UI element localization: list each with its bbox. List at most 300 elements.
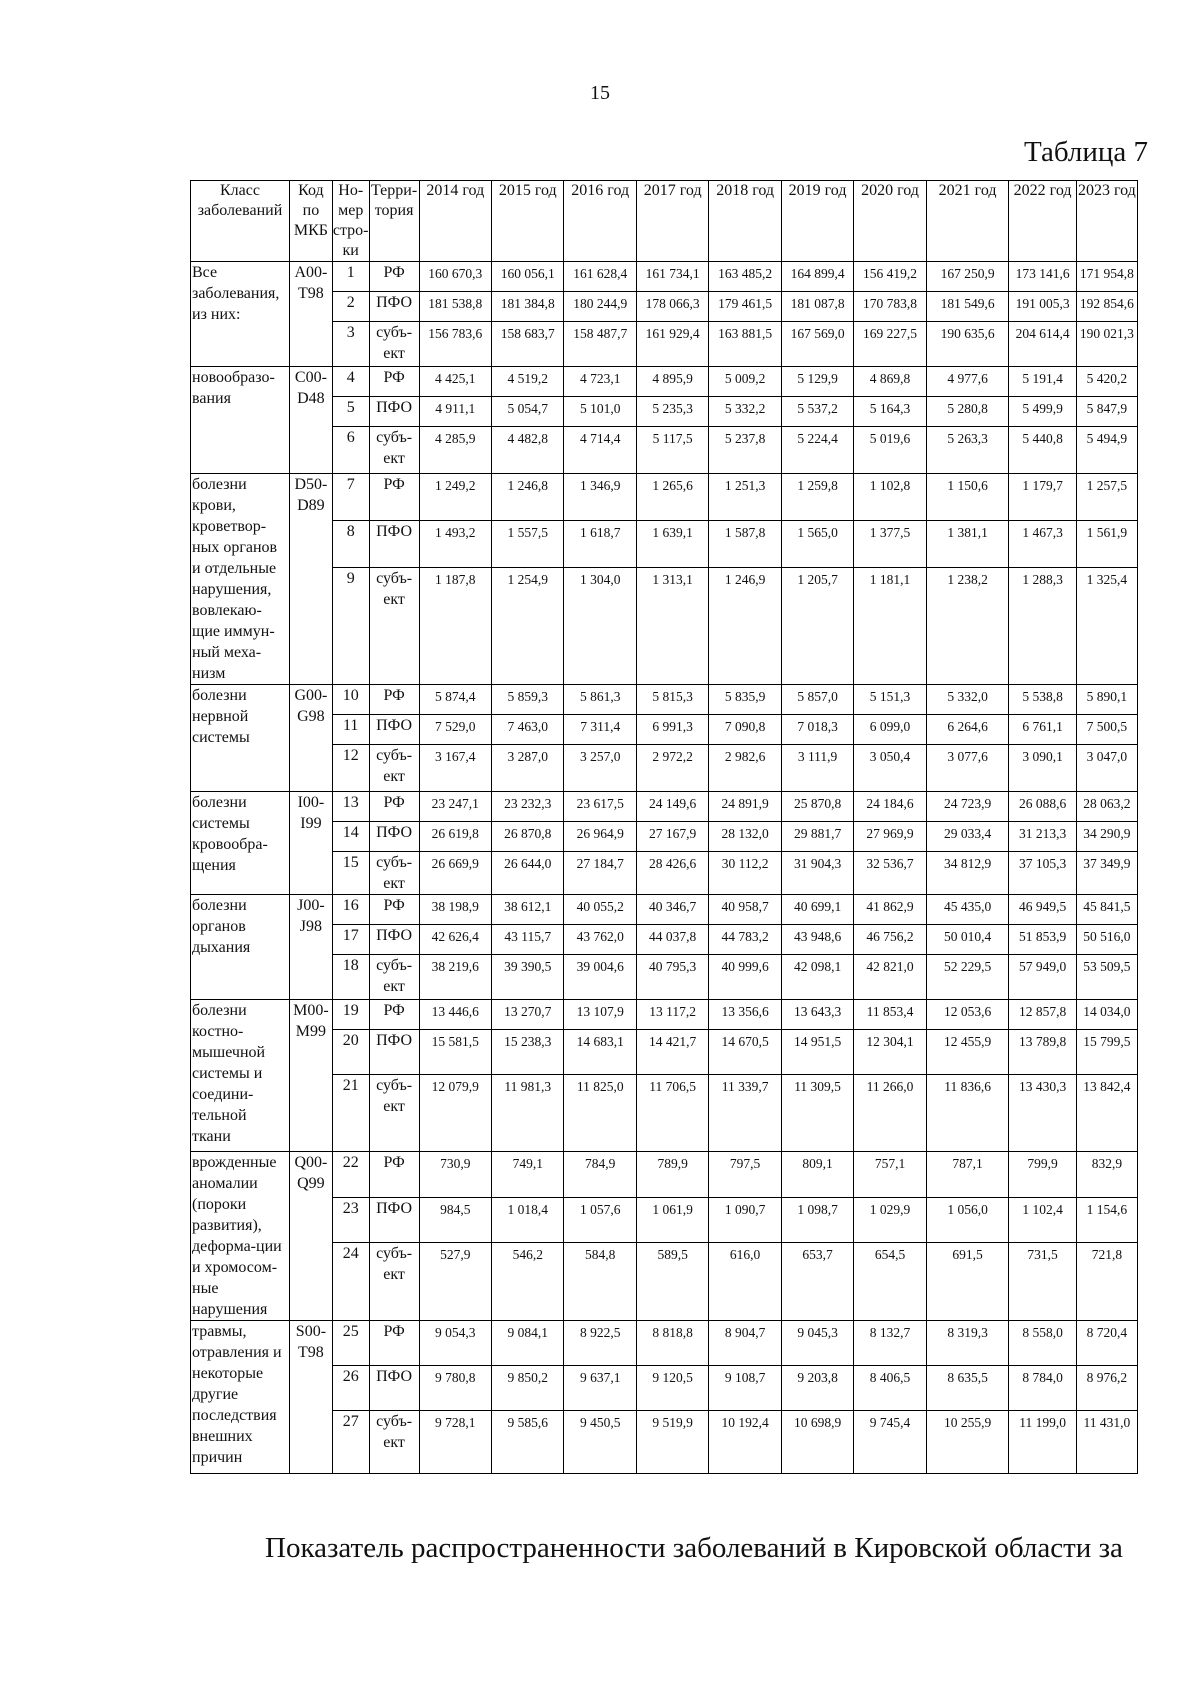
row-number-cell: 5 xyxy=(332,397,369,427)
table-row xyxy=(191,1075,1138,1152)
value-cell: 3 167,4 xyxy=(419,745,491,792)
value-cell: 5 847,9 xyxy=(1076,397,1137,427)
value-cell: 799,9 xyxy=(1009,1152,1076,1198)
value-cell: 24 149,6 xyxy=(636,792,708,822)
value-cell: 8 976,2 xyxy=(1076,1366,1137,1411)
value-cell: 1 090,7 xyxy=(709,1197,781,1243)
row-number-cell: 23 xyxy=(332,1197,369,1243)
value-cell: 40 795,3 xyxy=(636,955,708,1000)
value-cell: 9 728,1 xyxy=(419,1411,491,1474)
disease-class-cell: Все заболевания, из них: xyxy=(191,262,290,367)
value-cell: 8 922,5 xyxy=(564,1321,636,1366)
value-cell: 5 857,0 xyxy=(781,685,853,715)
value-cell: 6 991,3 xyxy=(636,715,708,745)
value-cell: 1 618,7 xyxy=(564,521,636,568)
value-cell: 8 319,3 xyxy=(926,1321,1009,1366)
value-cell: 4 285,9 xyxy=(419,427,491,474)
value-cell: 13 270,7 xyxy=(492,1000,564,1030)
value-cell: 5 859,3 xyxy=(492,685,564,715)
value-cell: 43 762,0 xyxy=(564,925,636,955)
value-cell: 3 047,0 xyxy=(1076,745,1137,792)
footer-text: Показатель распространенности заболеваний в Кировской области за xyxy=(265,1532,1123,1564)
value-cell: 1 257,5 xyxy=(1076,474,1137,521)
value-cell: 984,5 xyxy=(419,1197,491,1243)
value-cell: 15 238,3 xyxy=(492,1030,564,1075)
value-cell: 5 280,8 xyxy=(926,397,1009,427)
value-cell: 4 519,2 xyxy=(492,367,564,397)
value-cell: 26 088,6 xyxy=(1009,792,1076,822)
value-cell: 797,5 xyxy=(709,1152,781,1198)
value-cell: 1 246,9 xyxy=(709,568,781,685)
value-cell: 5 101,0 xyxy=(564,397,636,427)
table-row xyxy=(191,895,1138,925)
value-cell: 26 619,8 xyxy=(419,822,491,852)
table-row xyxy=(191,925,1138,955)
value-cell: 24 891,9 xyxy=(709,792,781,822)
value-cell: 5 440,8 xyxy=(1009,427,1076,474)
value-cell: 11 266,0 xyxy=(854,1075,926,1152)
value-cell: 37 349,9 xyxy=(1076,852,1137,895)
value-cell: 749,1 xyxy=(492,1152,564,1198)
value-cell: 34 812,9 xyxy=(926,852,1009,895)
row-number-cell: 6 xyxy=(332,427,369,474)
value-cell: 5 420,2 xyxy=(1076,367,1137,397)
value-cell: 809,1 xyxy=(781,1152,853,1198)
value-cell: 1 205,7 xyxy=(781,568,853,685)
row-number-cell: 14 xyxy=(332,822,369,852)
row-number-cell: 26 xyxy=(332,1366,369,1411)
icd-code-cell: A00-T98 xyxy=(289,262,332,367)
value-cell: 44 783,2 xyxy=(709,925,781,955)
value-cell: 5 019,6 xyxy=(854,427,926,474)
territory-cell: ПФО xyxy=(369,397,419,427)
table-row xyxy=(191,292,1138,322)
value-cell: 40 958,7 xyxy=(709,895,781,925)
value-cell: 7 463,0 xyxy=(492,715,564,745)
value-cell: 156 419,2 xyxy=(854,262,926,292)
value-cell: 40 346,7 xyxy=(636,895,708,925)
value-cell: 26 644,0 xyxy=(492,852,564,895)
territory-cell: ПФО xyxy=(369,521,419,568)
value-cell: 41 862,9 xyxy=(854,895,926,925)
value-cell: 1 304,0 xyxy=(564,568,636,685)
table-row xyxy=(191,521,1138,568)
header-year: 2021 год xyxy=(926,181,1009,262)
disease-class-cell: болезни костно-мышечной системы и соедини-тельной ткани xyxy=(191,1000,290,1152)
table-row xyxy=(191,262,1138,292)
value-cell: 5 009,2 xyxy=(709,367,781,397)
territory-cell: субъ-ект xyxy=(369,745,419,792)
value-cell: 2 972,2 xyxy=(636,745,708,792)
value-cell: 6 264,6 xyxy=(926,715,1009,745)
value-cell: 9 519,9 xyxy=(636,1411,708,1474)
value-cell: 1 346,9 xyxy=(564,474,636,521)
value-cell: 12 053,6 xyxy=(926,1000,1009,1030)
value-cell: 13 789,8 xyxy=(1009,1030,1076,1075)
value-cell: 42 626,4 xyxy=(419,925,491,955)
value-cell: 9 108,7 xyxy=(709,1366,781,1411)
value-cell: 3 287,0 xyxy=(492,745,564,792)
value-cell: 1 018,4 xyxy=(492,1197,564,1243)
value-cell: 42 098,1 xyxy=(781,955,853,1000)
value-cell: 9 637,1 xyxy=(564,1366,636,1411)
morbidity-table xyxy=(190,180,1138,1474)
row-number-cell: 19 xyxy=(332,1000,369,1030)
value-cell: 787,1 xyxy=(926,1152,1009,1198)
value-cell: 5 237,8 xyxy=(709,427,781,474)
territory-cell: субъ-ект xyxy=(369,852,419,895)
value-cell: 5 054,7 xyxy=(492,397,564,427)
value-cell: 190 635,6 xyxy=(926,322,1009,367)
disease-class-cell: болезни крови, кроветвор-ных органов и отдельные нарушения, вовлекаю-щие иммун-ный меха-низм xyxy=(191,474,290,685)
value-cell: 31 213,3 xyxy=(1009,822,1076,852)
value-cell: 1 288,3 xyxy=(1009,568,1076,685)
header-year: 2022 год xyxy=(1009,181,1076,262)
territory-cell: ПФО xyxy=(369,1366,419,1411)
value-cell: 13 107,9 xyxy=(564,1000,636,1030)
value-cell: 7 311,4 xyxy=(564,715,636,745)
territory-cell: РФ xyxy=(369,367,419,397)
value-cell: 5 815,3 xyxy=(636,685,708,715)
territory-cell: ПФО xyxy=(369,1197,419,1243)
value-cell: 50 010,4 xyxy=(926,925,1009,955)
value-cell: 9 850,2 xyxy=(492,1366,564,1411)
table-row xyxy=(191,427,1138,474)
row-number-cell: 10 xyxy=(332,685,369,715)
value-cell: 7 529,0 xyxy=(419,715,491,745)
value-cell: 192 854,6 xyxy=(1076,292,1137,322)
value-cell: 8 784,0 xyxy=(1009,1366,1076,1411)
value-cell: 11 706,5 xyxy=(636,1075,708,1152)
value-cell: 45 435,0 xyxy=(926,895,1009,925)
value-cell: 11 431,0 xyxy=(1076,1411,1137,1474)
value-cell: 546,2 xyxy=(492,1243,564,1321)
value-cell: 3 111,9 xyxy=(781,745,853,792)
territory-cell: субъ-ект xyxy=(369,568,419,685)
table-row xyxy=(191,322,1138,367)
value-cell: 1 238,2 xyxy=(926,568,1009,685)
territory-cell: субъ-ект xyxy=(369,955,419,1000)
header-territory: Терри-тория xyxy=(369,181,419,262)
value-cell: 4 895,9 xyxy=(636,367,708,397)
value-cell: 44 037,8 xyxy=(636,925,708,955)
value-cell: 26 669,9 xyxy=(419,852,491,895)
disease-class-cell: травмы, отравления и некоторые другие последствия внешних причин xyxy=(191,1321,290,1474)
value-cell: 9 203,8 xyxy=(781,1366,853,1411)
value-cell: 1 381,1 xyxy=(926,521,1009,568)
value-cell: 731,5 xyxy=(1009,1243,1076,1321)
value-cell: 5 191,4 xyxy=(1009,367,1076,397)
value-cell: 730,9 xyxy=(419,1152,491,1198)
value-cell: 5 235,3 xyxy=(636,397,708,427)
table-row xyxy=(191,745,1138,792)
header-year: 2015 год xyxy=(492,181,564,262)
table-row xyxy=(191,1000,1138,1030)
value-cell: 4 482,8 xyxy=(492,427,564,474)
value-cell: 9 054,3 xyxy=(419,1321,491,1366)
row-number-cell: 7 xyxy=(332,474,369,521)
value-cell: 12 304,1 xyxy=(854,1030,926,1075)
value-cell: 171 954,8 xyxy=(1076,262,1137,292)
value-cell: 654,5 xyxy=(854,1243,926,1321)
value-cell: 12 857,8 xyxy=(1009,1000,1076,1030)
table-row xyxy=(191,685,1138,715)
value-cell: 181 384,8 xyxy=(492,292,564,322)
value-cell: 8 720,4 xyxy=(1076,1321,1137,1366)
header-year: 2020 год xyxy=(854,181,926,262)
value-cell: 7 090,8 xyxy=(709,715,781,745)
header-code: Код по МКБ xyxy=(289,181,332,262)
value-cell: 29 033,4 xyxy=(926,822,1009,852)
value-cell: 173 141,6 xyxy=(1009,262,1076,292)
value-cell: 1 057,6 xyxy=(564,1197,636,1243)
icd-code-cell: I00-I99 xyxy=(289,792,332,895)
territory-cell: субъ-ект xyxy=(369,322,419,367)
value-cell: 5 494,9 xyxy=(1076,427,1137,474)
value-cell: 1 098,7 xyxy=(781,1197,853,1243)
value-cell: 1 056,0 xyxy=(926,1197,1009,1243)
value-cell: 34 290,9 xyxy=(1076,822,1137,852)
table-row xyxy=(191,568,1138,685)
disease-class-cell: врожденные аномалии (пороки развития), деформа-ции и хромосом-ные нарушения xyxy=(191,1152,290,1321)
value-cell: 1 557,5 xyxy=(492,521,564,568)
value-cell: 160 670,3 xyxy=(419,262,491,292)
value-cell: 1 187,8 xyxy=(419,568,491,685)
value-cell: 1 565,0 xyxy=(781,521,853,568)
header-year: 2023 год xyxy=(1076,181,1137,262)
territory-cell: РФ xyxy=(369,895,419,925)
row-number-cell: 20 xyxy=(332,1030,369,1075)
value-cell: 5 164,3 xyxy=(854,397,926,427)
value-cell: 167 569,0 xyxy=(781,322,853,367)
value-cell: 26 964,9 xyxy=(564,822,636,852)
row-number-cell: 24 xyxy=(332,1243,369,1321)
value-cell: 24 723,9 xyxy=(926,792,1009,822)
row-number-cell: 12 xyxy=(332,745,369,792)
table-row xyxy=(191,1366,1138,1411)
value-cell: 161 734,1 xyxy=(636,262,708,292)
value-cell: 5 151,3 xyxy=(854,685,926,715)
value-cell: 27 167,9 xyxy=(636,822,708,852)
value-cell: 169 227,5 xyxy=(854,322,926,367)
territory-cell: субъ-ект xyxy=(369,1075,419,1152)
table-row xyxy=(191,715,1138,745)
value-cell: 30 112,2 xyxy=(709,852,781,895)
value-cell: 9 745,4 xyxy=(854,1411,926,1474)
value-cell: 38 219,6 xyxy=(419,955,491,1000)
value-cell: 13 446,6 xyxy=(419,1000,491,1030)
value-cell: 158 487,7 xyxy=(564,322,636,367)
value-cell: 691,5 xyxy=(926,1243,1009,1321)
territory-cell: ПФО xyxy=(369,715,419,745)
value-cell: 5 538,8 xyxy=(1009,685,1076,715)
icd-code-cell: G00-G98 xyxy=(289,685,332,792)
value-cell: 8 132,7 xyxy=(854,1321,926,1366)
value-cell: 1 150,6 xyxy=(926,474,1009,521)
value-cell: 3 257,0 xyxy=(564,745,636,792)
header-year: 2016 год xyxy=(564,181,636,262)
value-cell: 38 198,9 xyxy=(419,895,491,925)
value-cell: 1 325,4 xyxy=(1076,568,1137,685)
territory-cell: РФ xyxy=(369,262,419,292)
value-cell: 589,5 xyxy=(636,1243,708,1321)
value-cell: 158 683,7 xyxy=(492,322,564,367)
table-row xyxy=(191,822,1138,852)
value-cell: 27 969,9 xyxy=(854,822,926,852)
value-cell: 1 154,6 xyxy=(1076,1197,1137,1243)
value-cell: 3 050,4 xyxy=(854,745,926,792)
value-cell: 10 698,9 xyxy=(781,1411,853,1474)
value-cell: 181 549,6 xyxy=(926,292,1009,322)
value-cell: 4 977,6 xyxy=(926,367,1009,397)
value-cell: 616,0 xyxy=(709,1243,781,1321)
value-cell: 170 783,8 xyxy=(854,292,926,322)
value-cell: 13 842,4 xyxy=(1076,1075,1137,1152)
page-number: 15 xyxy=(590,82,610,104)
value-cell: 160 056,1 xyxy=(492,262,564,292)
row-number-cell: 21 xyxy=(332,1075,369,1152)
value-cell: 1 561,9 xyxy=(1076,521,1137,568)
value-cell: 1 029,9 xyxy=(854,1197,926,1243)
value-cell: 4 425,1 xyxy=(419,367,491,397)
value-cell: 5 499,9 xyxy=(1009,397,1076,427)
row-number-cell: 13 xyxy=(332,792,369,822)
territory-cell: субъ-ект xyxy=(369,1243,419,1321)
value-cell: 1 493,2 xyxy=(419,521,491,568)
value-cell: 5 224,4 xyxy=(781,427,853,474)
value-cell: 6 099,0 xyxy=(854,715,926,745)
value-cell: 527,9 xyxy=(419,1243,491,1321)
territory-cell: субъ-ект xyxy=(369,1411,419,1474)
value-cell: 27 184,7 xyxy=(564,852,636,895)
value-cell: 9 084,1 xyxy=(492,1321,564,1366)
value-cell: 1 251,3 xyxy=(709,474,781,521)
value-cell: 51 853,9 xyxy=(1009,925,1076,955)
value-cell: 1 377,5 xyxy=(854,521,926,568)
value-cell: 23 617,5 xyxy=(564,792,636,822)
territory-cell: РФ xyxy=(369,685,419,715)
header-class: Класс заболеваний xyxy=(191,181,290,262)
value-cell: 57 949,0 xyxy=(1009,955,1076,1000)
table-row xyxy=(191,367,1138,397)
value-cell: 191 005,3 xyxy=(1009,292,1076,322)
header-year: 2019 год xyxy=(781,181,853,262)
value-cell: 161 628,4 xyxy=(564,262,636,292)
value-cell: 39 390,5 xyxy=(492,955,564,1000)
value-cell: 1 102,4 xyxy=(1009,1197,1076,1243)
disease-class-cell: болезни системы кровообра-щения xyxy=(191,792,290,895)
value-cell: 1 313,1 xyxy=(636,568,708,685)
value-cell: 11 853,4 xyxy=(854,1000,926,1030)
row-number-cell: 16 xyxy=(332,895,369,925)
territory-cell: ПФО xyxy=(369,1030,419,1075)
disease-class-cell: болезни нервной системы xyxy=(191,685,290,792)
value-cell: 9 780,8 xyxy=(419,1366,491,1411)
value-cell: 1 102,8 xyxy=(854,474,926,521)
value-cell: 5 537,2 xyxy=(781,397,853,427)
value-cell: 5 332,0 xyxy=(926,685,1009,715)
icd-code-cell: M00-M99 xyxy=(289,1000,332,1152)
value-cell: 11 339,7 xyxy=(709,1075,781,1152)
disease-class-cell: новообразо-вания xyxy=(191,367,290,474)
value-cell: 13 117,2 xyxy=(636,1000,708,1030)
territory-cell: РФ xyxy=(369,1152,419,1198)
value-cell: 11 199,0 xyxy=(1009,1411,1076,1474)
value-cell: 721,8 xyxy=(1076,1243,1137,1321)
value-cell: 15 799,5 xyxy=(1076,1030,1137,1075)
row-number-cell: 9 xyxy=(332,568,369,685)
row-number-cell: 4 xyxy=(332,367,369,397)
row-number-cell: 8 xyxy=(332,521,369,568)
icd-code-cell: S00-T98 xyxy=(289,1321,332,1474)
value-cell: 43 948,6 xyxy=(781,925,853,955)
value-cell: 1 639,1 xyxy=(636,521,708,568)
value-cell: 9 045,3 xyxy=(781,1321,853,1366)
value-cell: 13 356,6 xyxy=(709,1000,781,1030)
table-body xyxy=(191,262,1138,1474)
value-cell: 1 249,2 xyxy=(419,474,491,521)
value-cell: 161 929,4 xyxy=(636,322,708,367)
value-cell: 40 699,1 xyxy=(781,895,853,925)
value-cell: 14 034,0 xyxy=(1076,1000,1137,1030)
icd-code-cell: J00-J98 xyxy=(289,895,332,1000)
value-cell: 50 516,0 xyxy=(1076,925,1137,955)
value-cell: 11 309,5 xyxy=(781,1075,853,1152)
header-row-number: Но-мер стро-ки xyxy=(332,181,369,262)
value-cell: 25 870,8 xyxy=(781,792,853,822)
value-cell: 11 836,6 xyxy=(926,1075,1009,1152)
value-cell: 14 421,7 xyxy=(636,1030,708,1075)
value-cell: 4 714,4 xyxy=(564,427,636,474)
row-number-cell: 17 xyxy=(332,925,369,955)
table-row xyxy=(191,397,1138,427)
row-number-cell: 25 xyxy=(332,1321,369,1366)
value-cell: 1 587,8 xyxy=(709,521,781,568)
value-cell: 9 120,5 xyxy=(636,1366,708,1411)
value-cell: 164 899,4 xyxy=(781,262,853,292)
value-cell: 4 723,1 xyxy=(564,367,636,397)
value-cell: 46 756,2 xyxy=(854,925,926,955)
value-cell: 1 467,3 xyxy=(1009,521,1076,568)
value-cell: 8 818,8 xyxy=(636,1321,708,1366)
value-cell: 13 643,3 xyxy=(781,1000,853,1030)
value-cell: 43 115,7 xyxy=(492,925,564,955)
value-cell: 163 485,2 xyxy=(709,262,781,292)
value-cell: 10 255,9 xyxy=(926,1411,1009,1474)
value-cell: 11 825,0 xyxy=(564,1075,636,1152)
value-cell: 52 229,5 xyxy=(926,955,1009,1000)
value-cell: 46 949,5 xyxy=(1009,895,1076,925)
value-cell: 29 881,7 xyxy=(781,822,853,852)
value-cell: 5 861,3 xyxy=(564,685,636,715)
territory-cell: РФ xyxy=(369,1321,419,1366)
value-cell: 12 079,9 xyxy=(419,1075,491,1152)
value-cell: 180 244,9 xyxy=(564,292,636,322)
value-cell: 1 179,7 xyxy=(1009,474,1076,521)
table-row xyxy=(191,1411,1138,1474)
value-cell: 8 635,5 xyxy=(926,1366,1009,1411)
header-year: 2018 год xyxy=(709,181,781,262)
value-cell: 204 614,4 xyxy=(1009,322,1076,367)
value-cell: 40 055,2 xyxy=(564,895,636,925)
value-cell: 39 004,6 xyxy=(564,955,636,1000)
value-cell: 40 999,6 xyxy=(709,955,781,1000)
value-cell: 584,8 xyxy=(564,1243,636,1321)
value-cell: 190 021,3 xyxy=(1076,322,1137,367)
value-cell: 32 536,7 xyxy=(854,852,926,895)
value-cell: 5 117,5 xyxy=(636,427,708,474)
row-number-cell: 27 xyxy=(332,1411,369,1474)
